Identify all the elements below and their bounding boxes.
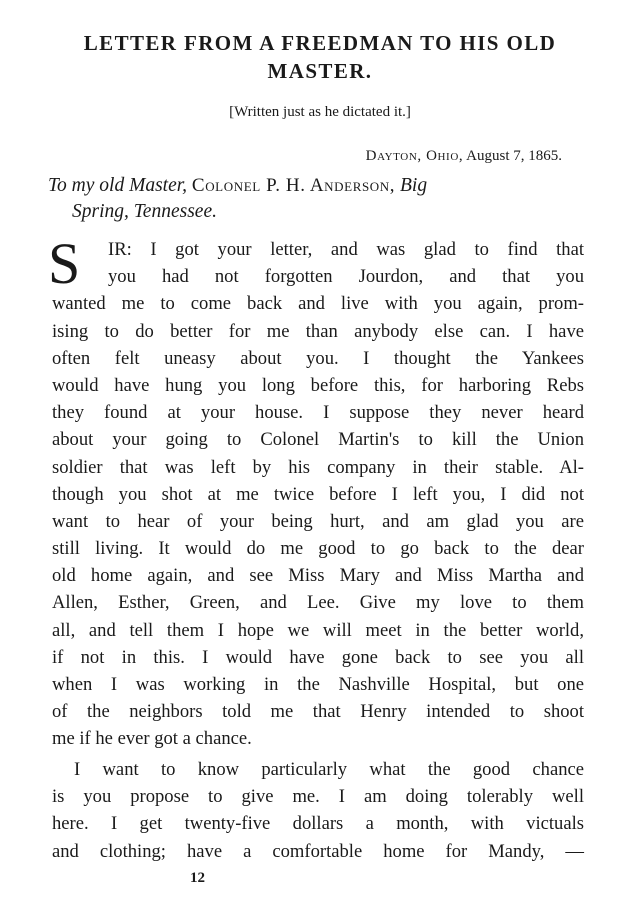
- letter-title-line-1: LETTER FROM A FREEDMAN TO HIS OLD: [83, 31, 557, 55]
- text-line: would have hung you long before this, for harboring Rebs: [52, 374, 584, 396]
- letter-title-line-2: MASTER.: [267, 59, 373, 83]
- text-line: here. I get twenty-five dollars a month, with victuals: [52, 813, 584, 835]
- text-line: wanted me to come back and live with you again, prom-: [52, 293, 584, 315]
- salutation-place: Spring, Tennessee.: [72, 201, 217, 222]
- recipient-name: Colonel P. H. Anderson,: [191, 175, 396, 196]
- salutation-suffix: Big: [400, 175, 428, 196]
- salutation-line-2: [72, 199, 612, 225]
- text-line: you had not forgotten Jourdon, and that you: [108, 266, 584, 288]
- salutation-prefix: To my old Master,: [48, 175, 188, 196]
- text-line: they found at your house. I suppose they never heard: [52, 402, 584, 424]
- salutation-line-1: [48, 173, 588, 199]
- text-line: still living. It would do me good to go back to the dear: [52, 538, 584, 560]
- text-line: ising to do better for me than anybody else can. I have: [52, 320, 584, 342]
- text-line: about your going to Colonel Martin's to kill the Union: [52, 429, 584, 451]
- dateline: [366, 148, 562, 165]
- text-line: all, and tell them I hope we will meet in the better world,: [52, 619, 584, 641]
- subtitle-note: [Written just as he dictated it.]: [229, 104, 411, 120]
- text-line: though you shot at me twice before I left you, I did not: [52, 483, 584, 505]
- text-line: me if he ever got a chance.: [52, 728, 252, 750]
- dateline-date: August 7, 1865.: [466, 148, 562, 164]
- text-line: of the neighbors told me that Henry intended to shoot: [52, 701, 584, 723]
- drop-cap: S: [48, 231, 81, 296]
- dateline-place: Dayton, Ohio,: [365, 148, 464, 164]
- text-line: IR: I got your letter, and was glad to find that: [108, 239, 584, 260]
- paragraph-1: [48, 231, 584, 753]
- text-line: and clothing; have a comfortable home for Mandy, —: [52, 840, 584, 862]
- text-line: soldier that was left by his company in their stable. Al-: [52, 456, 584, 478]
- text-line: when I was working in the Nashville Hospital, but one: [52, 674, 584, 695]
- text-line: if not in this. I would have gone back to see you all: [52, 646, 584, 668]
- text-line: old home again, and see Miss Mary and Miss Martha and: [52, 565, 584, 587]
- page-number: 12: [190, 870, 205, 886]
- paragraph-2: [52, 756, 584, 865]
- text-line: is you propose to give me. I am doing tolerably well: [52, 786, 584, 808]
- text-line: often felt uneasy about you. I thought the Yankees: [52, 347, 584, 369]
- text-line: I want to know particularly what the good chance: [74, 759, 584, 780]
- text-line: Allen, Esther, Green, and Lee. Give my love to them: [52, 592, 584, 614]
- text-line: want to hear of your being hurt, and am glad you are: [52, 510, 584, 532]
